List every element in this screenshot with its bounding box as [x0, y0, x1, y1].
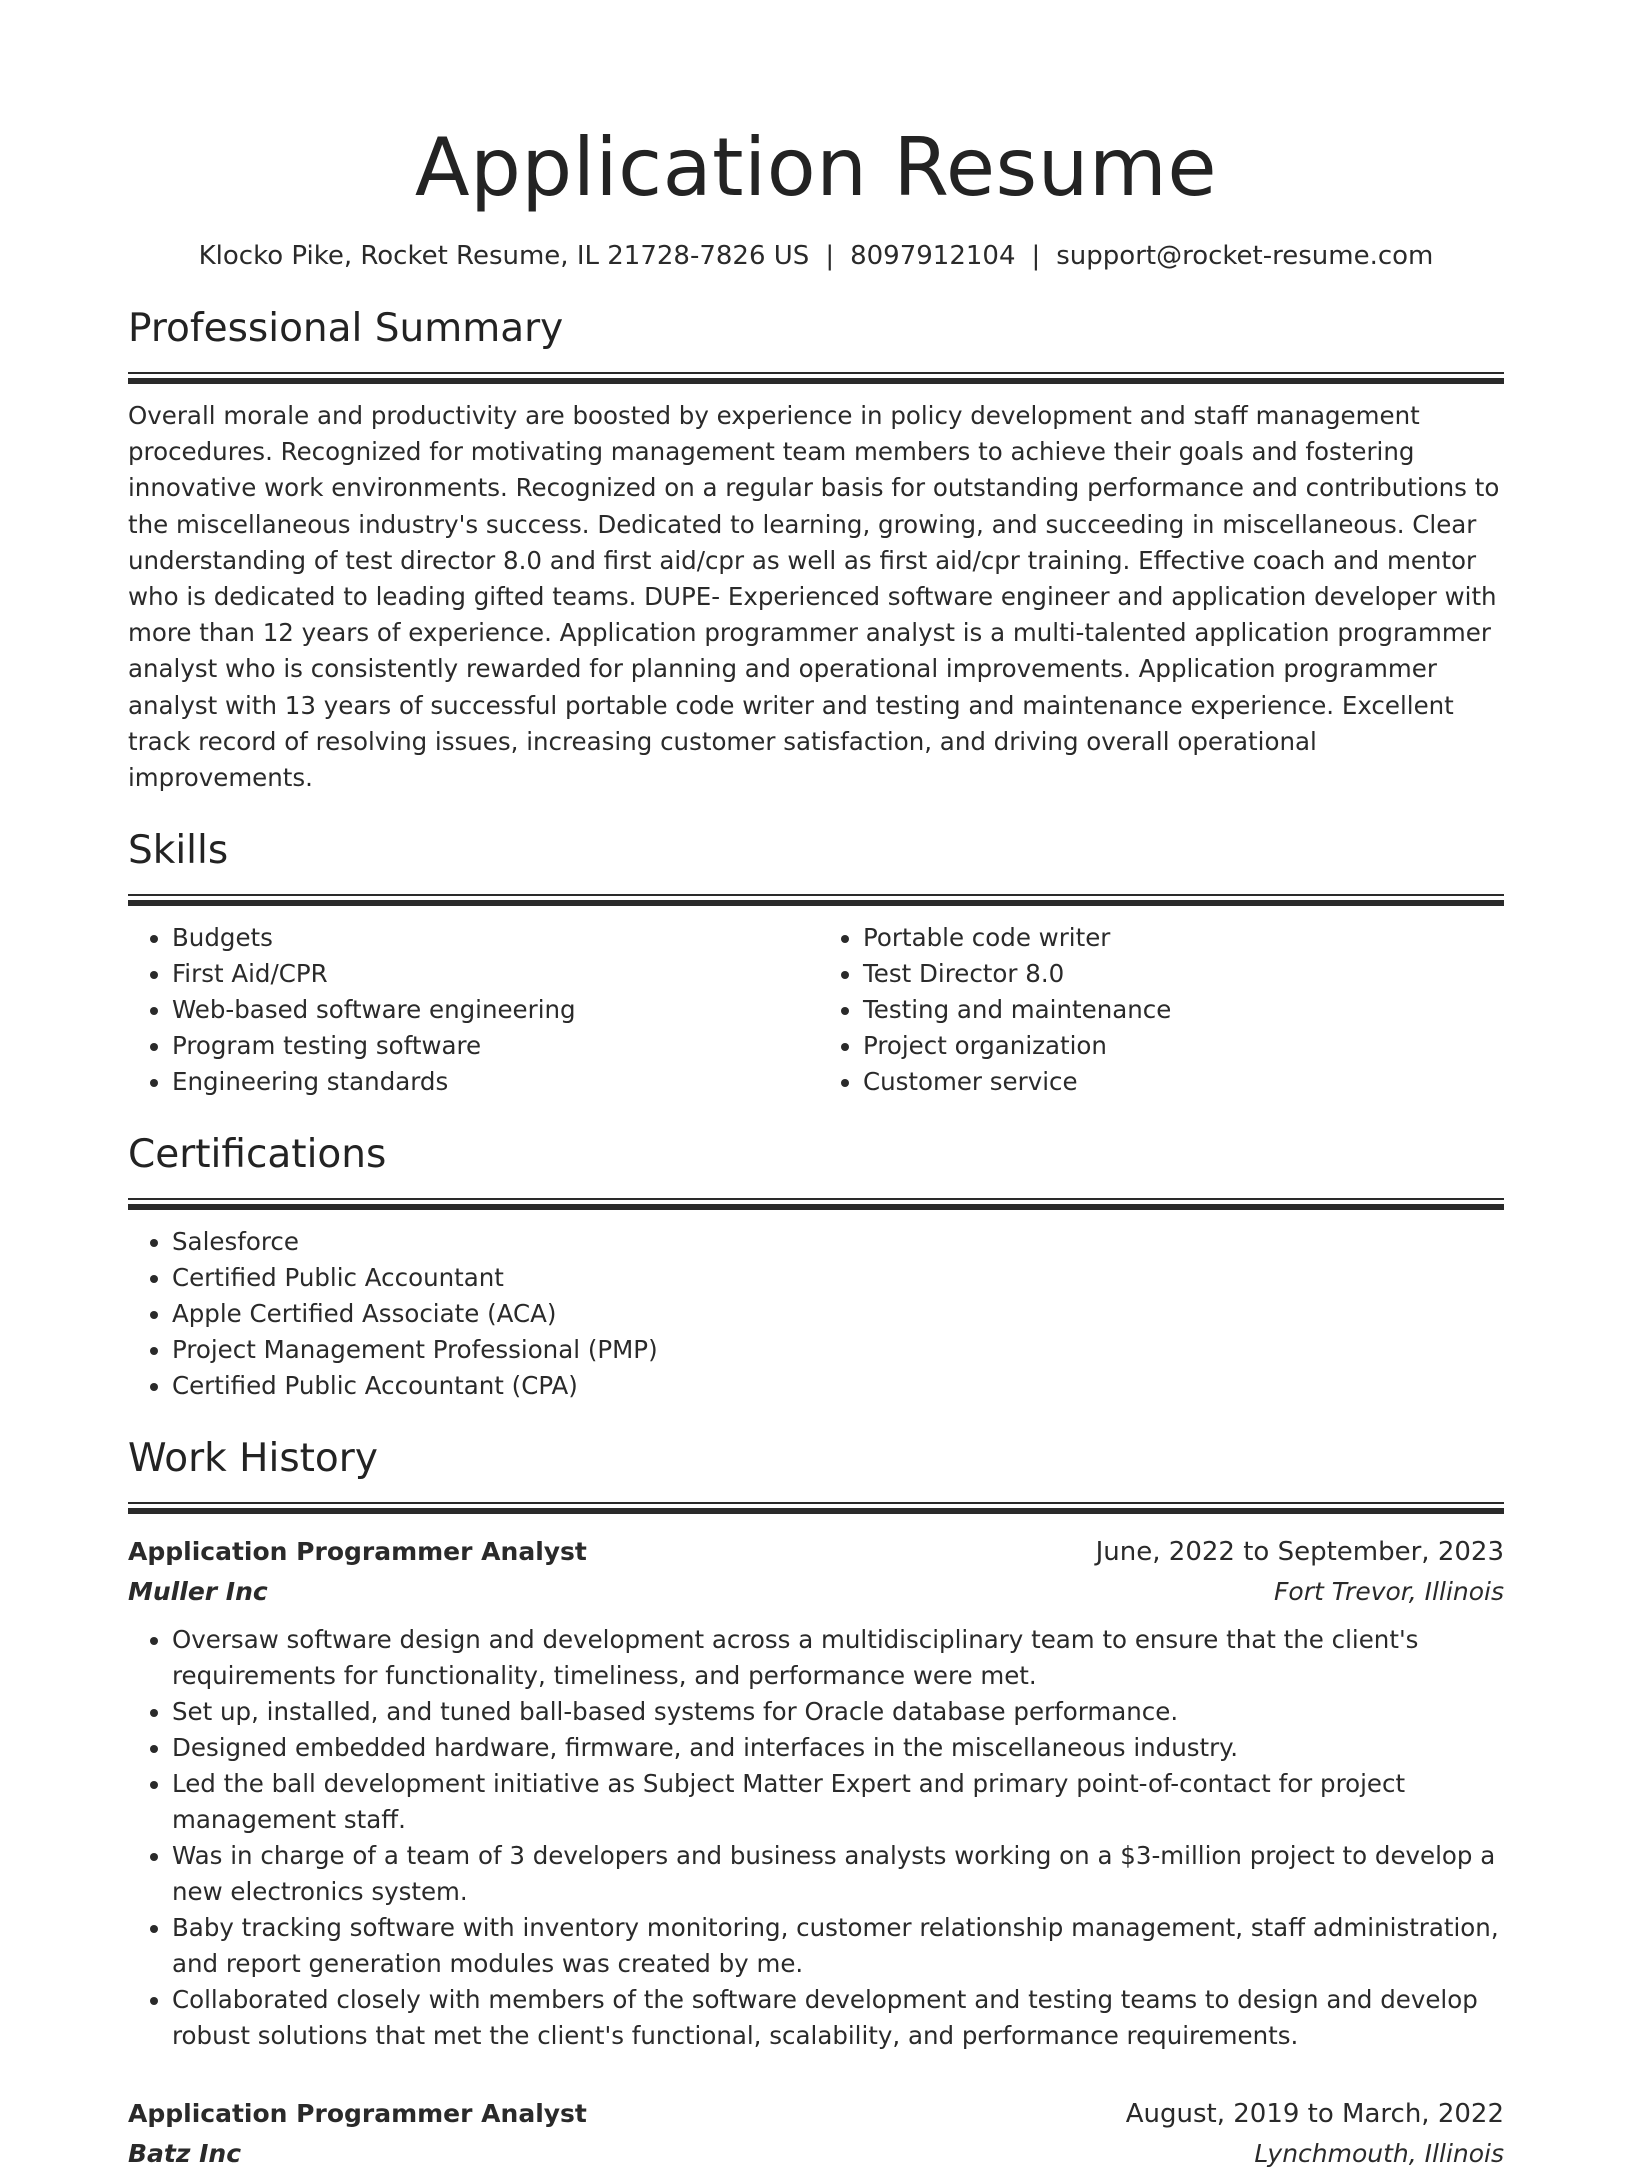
job-header-row [128, 2094, 1504, 2134]
resume-title: Application Resume [414, 121, 1218, 214]
section-divider [128, 1502, 1504, 1514]
job-bullet: • Set up, installed, and tuned ball-based systems for Oracle database performance. [172, 1694, 1504, 1730]
job-bullet: • Oversaw software design and development across a multidisciplinary team to ensure that the client's requirements for functionality, timeliness, and performance were met. [172, 1622, 1504, 1694]
job-location: Lynchmouth, Illinois [1254, 2139, 1504, 2169]
job-dates: August, 2019 to March, 2022 [1125, 2099, 1504, 2130]
job-dates: June, 2022 to September, 2023 [1095, 1537, 1504, 1568]
skills-section [128, 826, 1504, 1100]
contact-email[interactable]: support@rocket-resume.com [1056, 241, 1434, 271]
contact-separator: | [1031, 241, 1041, 271]
job-entry [128, 1532, 1504, 2054]
work-history-section [128, 1434, 1504, 2174]
skill-item: • Budgets [172, 920, 813, 956]
job-title: Application Programmer Analyst [128, 1537, 587, 1567]
skill-item: • Testing and maintenance [863, 992, 1504, 1028]
skills-column-2 [813, 920, 1504, 1100]
section-divider [128, 1198, 1504, 1210]
skill-item: • Program testing software [172, 1028, 813, 1064]
skill-item: • Customer service [863, 1064, 1504, 1100]
section-divider [128, 894, 1504, 906]
contact-line [128, 238, 1504, 274]
job-bullet: • Led the ball development initiative as Subject Matter Expert and primary point-of-contact for project management staff. [172, 1766, 1504, 1838]
certifications-section [128, 1130, 1504, 1404]
skill-item: • Web-based software engineering [172, 992, 813, 1028]
job-bullet: • Baby tracking software with inventory monitoring, customer relationship management, staff administration, and report generation modules was created by me. [172, 1910, 1504, 1982]
section-divider [128, 372, 1504, 384]
job-header-row [128, 1532, 1504, 1572]
skills-column-1 [128, 920, 813, 1100]
job-entry [128, 2094, 1504, 2174]
certification-item: • Apple Certified Associate (ACA) [172, 1296, 1504, 1332]
certifications-list [128, 1224, 1504, 1404]
job-title: Application Programmer Analyst [128, 2099, 587, 2129]
contact-address: Klocko Pike, Rocket Resume, IL 21728-7826 US [198, 241, 810, 271]
summary-text: Overall morale and productivity are boosted by experience in policy development and staff management procedures. Recognized for motivating management team members to achieve their goals and fostering innovative work environments. Recognized on a regular basis for outstanding performance and contributions to the miscellaneous industry's success. Dedicated to learning, growing, and succeeding in miscellaneous. Clear understanding of test director 8.0 and first aid/cpr as well as first aid/cpr training. Effective coach and mentor who is dedicated to leading gifted teams. DUPE- Experienced software engineer and application developer with more than 12 years of experience. Application programmer analyst is a multi-talented application programmer analyst who is consistently rewarded for planning and operational improvements. Application programmer analyst with 13 years of successful portable code writer and testing and maintenance experience. Excellent track record of resolving issues, increasing customer satisfaction, and driving overall operational improvements. [128, 401, 1500, 793]
skill-item: • First Aid/CPR [172, 956, 813, 992]
summary-heading: Professional Summary [128, 306, 564, 351]
skills-heading: Skills [128, 828, 229, 874]
skill-item: • Test Director 8.0 [863, 956, 1504, 992]
job-company: Batz Inc [128, 2139, 242, 2169]
job-company: Muller Inc [128, 1577, 268, 1607]
certification-item: • Certified Public Accountant [172, 1260, 1504, 1296]
skill-item: • Portable code writer [863, 920, 1504, 956]
contact-separator: | [825, 241, 835, 271]
job-bullet: • Designed embedded hardware, firmware, and interfaces in the miscellaneous industry. [172, 1730, 1504, 1766]
job-bullet: • Was in charge of a team of 3 developers and business analysts working on a $3-million project to develop a new electronics system. [172, 1838, 1504, 1910]
skill-item: • Engineering standards [172, 1064, 813, 1100]
skills-grid [128, 920, 1504, 1100]
contact-phone: 8097912104 [850, 241, 1016, 271]
skill-item: • Project organization [863, 1028, 1504, 1064]
job-company-row [128, 1572, 1504, 1612]
summary-section [128, 304, 1504, 796]
job-bullets [128, 1622, 1504, 2054]
certification-item: • Salesforce [172, 1224, 1504, 1260]
job-location: Fort Trevor, Illinois [1274, 1577, 1504, 1607]
work-history-heading: Work History [128, 1436, 378, 1482]
certification-item: • Certified Public Accountant (CPA) [172, 1368, 1504, 1404]
job-bullet: • Collaborated closely with members of the software development and testing teams to design and develop robust solutions that met the client's functional, scalability, and performance requirements. [172, 1982, 1504, 2054]
certifications-heading: Certifications [128, 1132, 387, 1178]
certification-item: • Project Management Professional (PMP) [172, 1332, 1504, 1368]
job-company-row [128, 2134, 1504, 2174]
